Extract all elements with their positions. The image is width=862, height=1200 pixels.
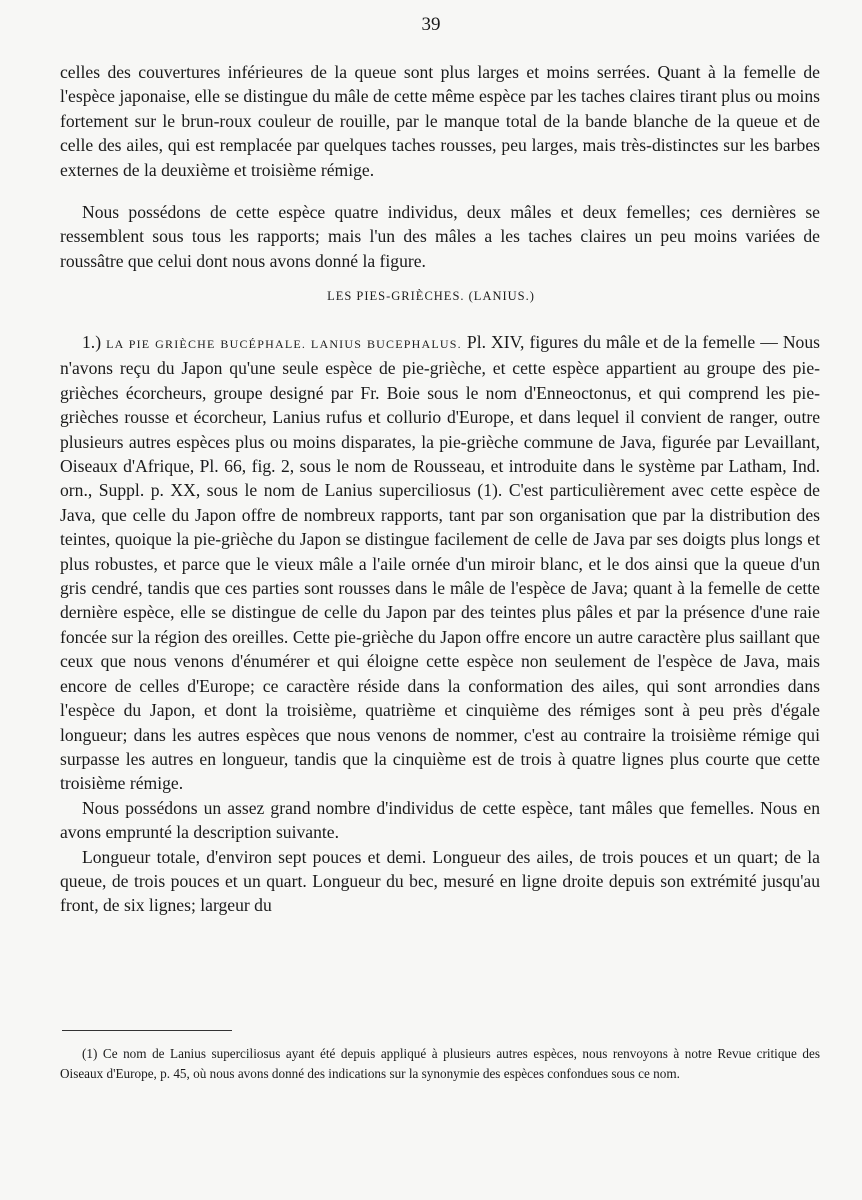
footnote-rule bbox=[62, 1030, 232, 1031]
paragraph: Nous possédons un assez grand nombre d'individus de cette espèce, tant mâles que femelles. Nous en avons emprunté la description suivante. bbox=[60, 797, 820, 843]
footnote bbox=[60, 1044, 820, 1083]
body-text-top bbox=[60, 60, 820, 182]
body-text-second bbox=[60, 200, 820, 273]
footnote-text: (1) Ce nom de Lanius superciliosus ayant été depuis appliqué à plusieurs autres espèces, nous renvoyons à notre Revue critique des Oiseaux d'Europe, p. 45, où nous avons donné des indications sur la synonymie des espèces confondues sous ce nom. bbox=[60, 1046, 820, 1081]
species-name: LA PIE GRIÈCHE BUCÉPHALE. LANIUS BUCEPHALUS. bbox=[106, 337, 462, 351]
paragraph: celles des couvertures inférieures de la queue sont plus larges et moins serrées. Quant à la femelle de l'espèce japonaise, elle se distingue du mâle de cette même espèce par les taches claires tirant plus ou moins fortement sur le brun-roux couleur de rouille, par le manque total de la bande blanche de la queue et de celle des ailes, qui est remplacée par quelques taches rousses, peu larges, mais très-distinctes sur les barbes externes de la deuxième et troisième rémige. bbox=[60, 62, 820, 180]
species-text: Pl. XIV, figures du mâle et de la femelle — Nous n'avons reçu du Japon qu'une seule espèce de pie-grièche, et cette espèce appartient au groupe des pie-grièches écorcheurs, groupe designé par Fr. Boie sous le nom d'Enneoctonus, et qui comprend les pie-grièches rousse et écorcheur, Lanius rufus et collurio d'Europe, et dans lequel il convient de ranger, outre plusieurs autres espèces plus ou moins disparates, la pie-grièche commune de Java, figurée par Levaillant, Oiseaux d'Afrique, Pl. 66, fig. 2, sous le nom de Rousseau, et introduite dans le système par Latham, Ind. orn., Suppl. p. XX, sous le nom de Lanius superciliosus (1). C'est particulièrement avec cette espèce de Java, que celle du Japon offre de nombreux rapports, tant par son organisation que par la distribution des teintes, quoique la pie-grièche du Japon se distingue facilement de celle de Java par ses doigts plus longs et plus robustes, et parce que le vieux mâle a l'aile ornée d'un miroir blanc, et le dos ainsi que la queue d'un gris cendré, tandis que ces parties sont rousses dans le mâle de l'espèce de Java; quant à la femelle de cette dernière espèce, elle se distingue de celle du Japon par des teintes plus pâles et par la présence d'une raie foncée sur la région des oreilles. Cette pie-grièche du Japon offre encore un autre caractère plus saillant que ceux que nous venons d'énumérer et qui éloigne cette espèce non seulement de l'espèce de Java, mais encore de celles d'Europe; ce caractère réside dans la conformation des ailes, qui sont arrondies dans l'espèce du Japon, et dont la troisième, quatrième et cinquième des rémiges sont à peu près d'égale longueur; dans les autres espèces que nous venons de nommer, c'est au contraire la troisième rémige qui surpasse les autres en longueur, tandis que la cinquième est de trois à quatre lignes plus courte que cette troisième rémige. bbox=[60, 332, 821, 794]
body-text-main bbox=[60, 330, 820, 918]
section-heading: LES PIES-GRIÈCHES. (LANIUS.) bbox=[327, 289, 535, 303]
species-paragraph bbox=[60, 330, 820, 796]
page-number: 39 bbox=[421, 14, 441, 35]
species-number: 1.) bbox=[82, 332, 102, 352]
paragraph: Longueur totale, d'environ sept pouces et demi. Longueur des ailes, de trois pouces et un quart; de la queue, de trois pouces et un quart. Longueur du bec, mesuré en ligne droite depuis son extrémité jusqu'au front, de six lignes; largeur du bbox=[60, 846, 820, 916]
paragraph: Nous possédons de cette espèce quatre individus, deux mâles et deux femelles; ces dernières se ressemblent sous tous les rapports; mais l'un des mâles a les taches claires un peu moins variées de roussâtre que celui dont nous avons donné la figure. bbox=[60, 202, 820, 271]
